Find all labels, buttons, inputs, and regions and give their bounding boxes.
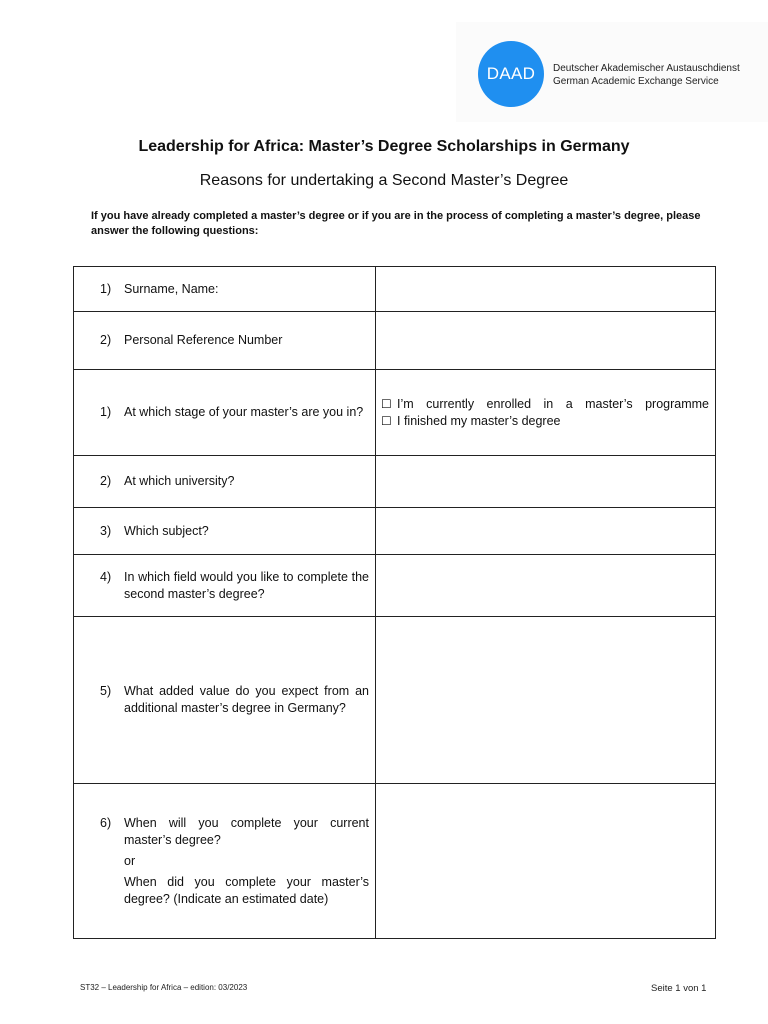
table-row <box>74 370 716 456</box>
question-number: 2) <box>100 474 112 488</box>
option-enrolled[interactable] <box>376 396 715 413</box>
table-row <box>74 508 716 555</box>
question-part-1: When will you complete your current master’s degree? <box>124 815 369 847</box>
question-text: Which subject? <box>124 523 209 538</box>
table-row <box>74 784 716 939</box>
question-cell <box>74 617 376 784</box>
question-cell <box>74 456 376 508</box>
question-cell <box>74 555 376 617</box>
answer-added-value[interactable] <box>376 617 716 784</box>
question-number: 5) <box>100 684 112 698</box>
table-row <box>74 617 716 784</box>
answer-master-stage <box>376 370 716 456</box>
instructions: If you have already completed a master’s degree or if you are in the process of completing a master’s degree, please answer the following questions: <box>91 210 701 237</box>
checkbox-icon[interactable]: ☐ <box>381 413 392 428</box>
questionnaire-table <box>73 266 716 939</box>
table-row <box>74 267 716 312</box>
question-number: 1) <box>100 405 112 419</box>
footer-page-number: Seite 1 von 1 <box>651 983 707 994</box>
question-number: 2) <box>100 333 112 347</box>
document-title: Leadership for Africa: Master’s Degree Scholarships in Germany <box>138 138 630 155</box>
question-text: Personal Reference Number <box>124 333 283 347</box>
question-number: 6) <box>100 815 112 830</box>
table-row <box>74 456 716 508</box>
answer-reference-number[interactable] <box>376 312 716 370</box>
option-label: I finished my master’s degree <box>397 413 561 428</box>
option-label: I’m currently enrolled in a master’s programme <box>397 396 709 411</box>
logo-line-2: German Academic Exchange Service <box>553 76 719 87</box>
question-text: Surname, Name: <box>124 281 219 296</box>
question-cell <box>74 508 376 555</box>
question-text: What added value do you expect from an additional master’s degree in Germany? <box>124 684 369 715</box>
question-cell <box>74 267 376 312</box>
question-part-2: When did you complete your master’s degree? (Indicate an estimated date) <box>124 874 369 906</box>
table-row <box>74 555 716 617</box>
answer-completion-date[interactable] <box>376 784 716 939</box>
question-text: In which field would you like to complete the second master’s degree? <box>124 569 369 601</box>
question-number: 3) <box>100 523 112 538</box>
document-subtitle: Reasons for undertaking a Second Master’s Degree <box>199 172 569 189</box>
question-number: 4) <box>100 569 112 584</box>
answer-subject[interactable] <box>376 508 716 555</box>
answer-second-field[interactable] <box>376 555 716 617</box>
question-text: At which stage of your master’s are you in? <box>124 405 364 419</box>
question-cell <box>74 312 376 370</box>
question-part-or: or <box>124 853 136 868</box>
daad-logo-mark <box>478 41 544 107</box>
question-cell <box>74 370 376 456</box>
option-finished[interactable] <box>376 413 715 430</box>
logo-text <box>553 62 740 88</box>
question-number: 1) <box>100 281 112 296</box>
footer-edition: ST32 – Leadership for Africa – edition: 03/2023 <box>80 983 248 992</box>
question-cell <box>74 784 376 939</box>
checkbox-icon[interactable]: ☐ <box>381 396 392 411</box>
question-text <box>124 815 369 908</box>
answer-surname-name[interactable] <box>376 267 716 312</box>
logo-line-1: Deutscher Akademischer Austauschdienst <box>553 63 740 74</box>
table-row <box>74 312 716 370</box>
question-text: At which university? <box>124 474 235 488</box>
logo-mark-text: DAAD <box>486 64 536 83</box>
answer-university[interactable] <box>376 456 716 508</box>
